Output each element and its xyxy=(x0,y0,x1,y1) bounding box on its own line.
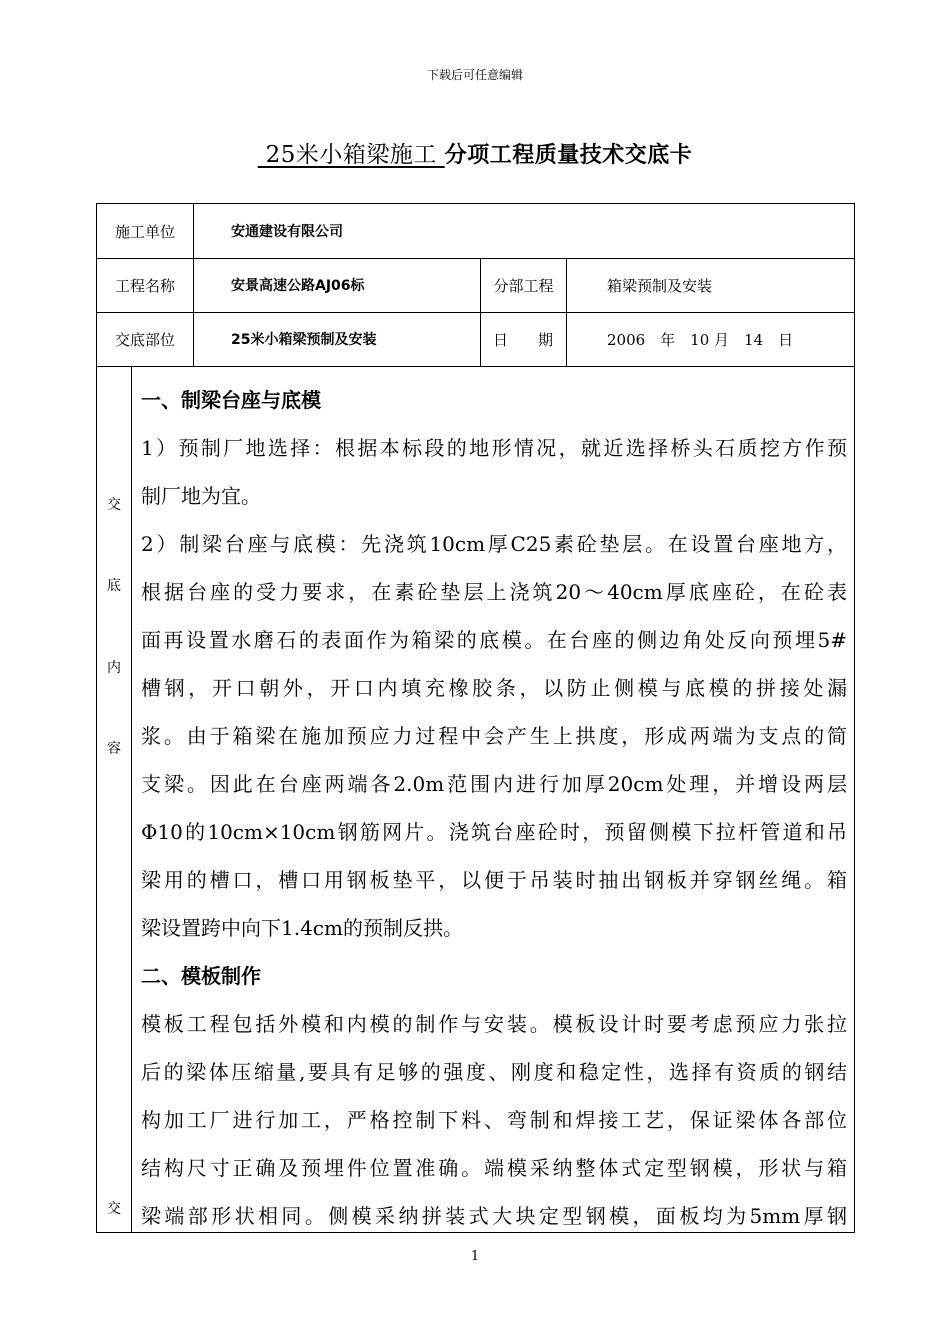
unit-value: 安通建设有限公司 xyxy=(231,224,343,240)
title-main: 分项工程质量技术交底卡 xyxy=(444,143,693,168)
section-heading: 二、模板制作 xyxy=(141,964,261,988)
side-label-char: 底 xyxy=(107,578,121,594)
col-divider xyxy=(131,366,132,1232)
side-label-char: 容 xyxy=(107,741,121,757)
content-line: 2）制梁台座与底模：先浇筑10cm厚C25素砼垫层。在设置台座地方， xyxy=(141,532,847,556)
section-heading: 一、制梁台座与底模 xyxy=(141,388,321,412)
row-divider xyxy=(97,258,854,259)
disclosure-table xyxy=(96,203,855,1233)
content-line: 构加工厂进行加工，严格控制下料、弯制和焊接工艺，保证梁体各部位 xyxy=(141,1108,847,1132)
content-line: 结构尺寸正确及预埋件位置准确。端模采纳整体式定型钢模，形状与箱 xyxy=(141,1156,847,1180)
page-number: 1 xyxy=(470,1249,480,1264)
header-note: 下载后可任意编辑 xyxy=(426,68,523,82)
content-line: 梁端部形状相同。侧模采纳拼装式大块定型钢模，面板均为5mm厚钢 xyxy=(141,1204,847,1228)
content-line: 1）预制厂地选择：根据本标段的地形情况，就近选择桥头石质挖方作预 xyxy=(141,436,847,460)
unit-label: 施工单位 xyxy=(114,222,175,241)
col-divider xyxy=(566,258,567,366)
content-line: 梁设置跨中向下1.4cm的预制反拱。 xyxy=(141,916,463,940)
content-line: 梁用的槽口，槽口用钢板垫平，以便于吊装时抽出钢板并穿钢丝绳。箱 xyxy=(141,868,847,892)
part-label: 交底部位 xyxy=(114,330,175,349)
page-title xyxy=(0,136,950,169)
content-line: 浆。由于箱梁在施加预应力过程中会产生上拱度，形成两端为支点的简 xyxy=(141,724,847,748)
content-line: 制厂地为宜。 xyxy=(141,484,261,508)
side-label-char: 交 xyxy=(107,497,121,513)
content-line: Φ10的10cm×10cm钢筋网片。浇筑台座砼时，预留侧模下拉杆管道和吊 xyxy=(141,820,847,844)
content-line: 后的梁体压缩量,要具有足够的强度、刚度和稳定性，选择有资质的钢结 xyxy=(141,1060,847,1084)
part-value: 25米小箱梁预制及安装 xyxy=(231,332,377,348)
date-label: 日 期 xyxy=(493,330,554,349)
content-line: 支梁。因此在台座两端各2.0m范围内进行加厚20cm处理，并增设两层 xyxy=(141,772,847,796)
row-divider xyxy=(97,366,854,367)
content-line: 模板工程包括外模和内模的制作与安装。模板设计时要考虑预应力张拉 xyxy=(141,1012,847,1036)
content-line: 面再设置水磨石的表面作为箱梁的底模。在台座的侧边角处反向预埋5# xyxy=(141,628,847,652)
title-underlined: 25米小箱梁施工 xyxy=(265,142,437,168)
section-value: 箱梁预制及安装 xyxy=(607,276,713,295)
col-divider xyxy=(193,204,194,366)
side-label-char: 交 xyxy=(107,1201,121,1217)
side-label-char: 内 xyxy=(107,660,121,676)
project-value: 安景高速公路AJ06标 xyxy=(231,278,365,294)
project-label: 工程名称 xyxy=(114,276,175,295)
content-line: 根据台座的受力要求，在素砼垫层上浇筑20～40cm厚底座砼，在砼表 xyxy=(141,580,847,604)
section-label: 分部工程 xyxy=(493,276,554,295)
date-value: 2006 年 10 月 14 日 xyxy=(607,330,794,349)
content-line: 槽钢，开口朝外，开口内填充橡胶条，以防止侧模与底模的拼接处漏 xyxy=(141,676,847,700)
